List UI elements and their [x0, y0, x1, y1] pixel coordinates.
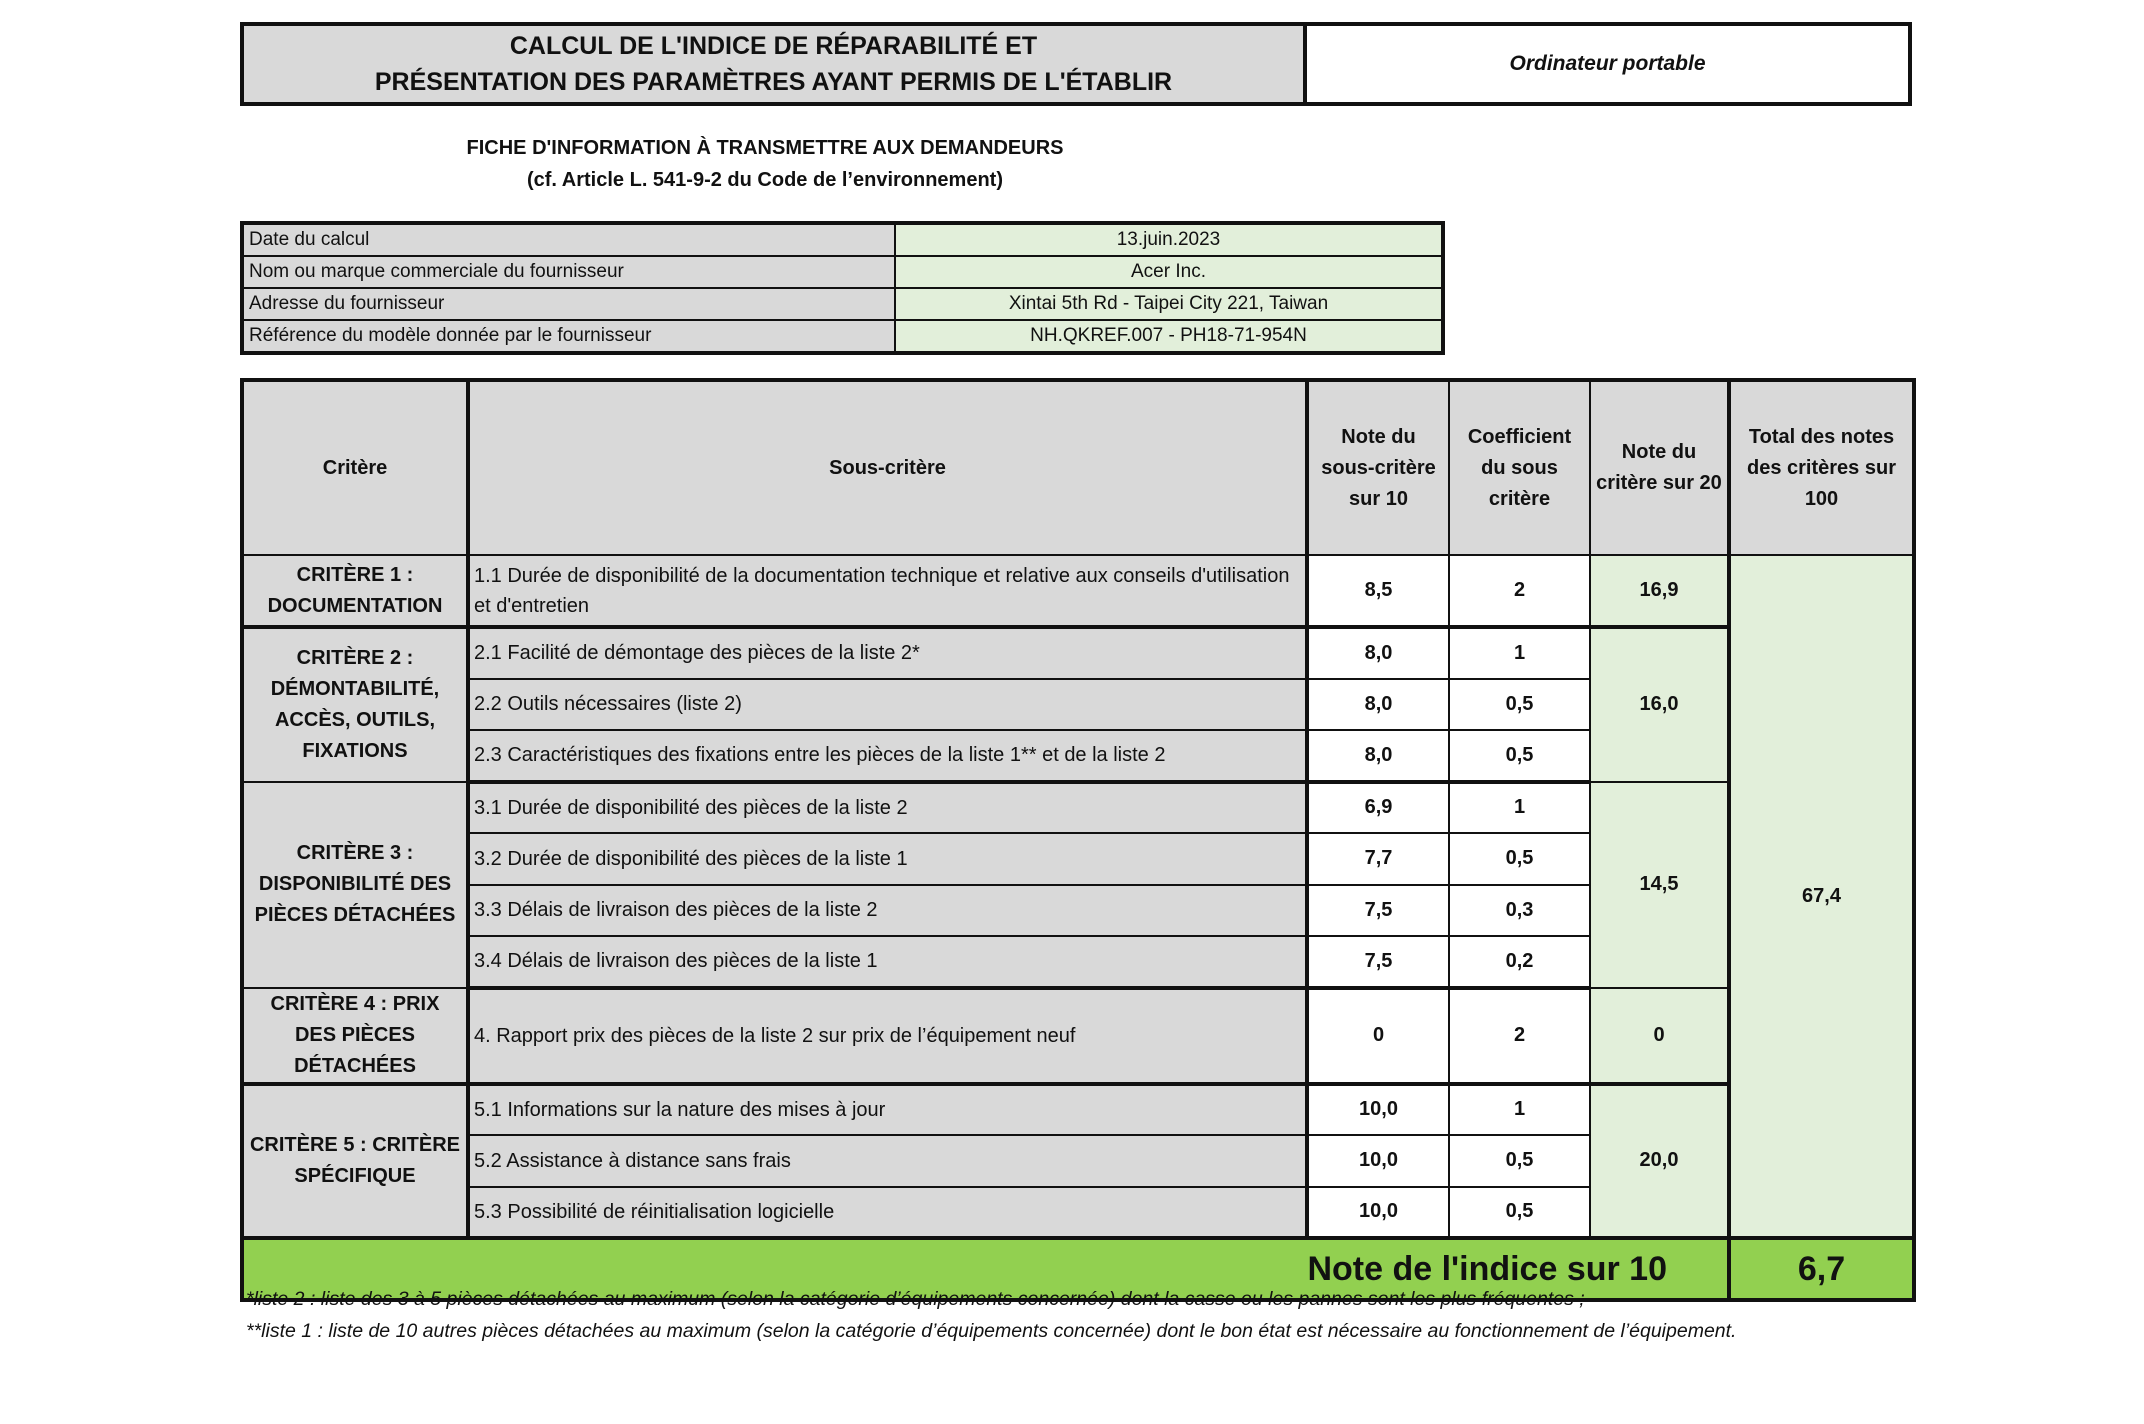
sub-criterion-label: 5.2 Assistance à distance sans frais [468, 1135, 1307, 1187]
header-box [240, 22, 1912, 106]
criterion-name: CRITÈRE 5 : CRITÈRE SPÉCIFIQUE [242, 1084, 468, 1239]
criterion-name: CRITÈRE 1 : DOCUMENTATION [242, 555, 468, 627]
criterion-score: 20,0 [1590, 1084, 1729, 1239]
header-coefficient: Coefficient du sous critère [1449, 380, 1590, 555]
sub-criterion-coefficient: 0,5 [1449, 679, 1590, 731]
sub-criterion-coefficient: 0,5 [1449, 1135, 1590, 1187]
repairability-table [240, 378, 1916, 1302]
criterion-name: CRITÈRE 2 : DÉMONTABILITÉ, ACCÈS, OUTILS, FIXATIONS [242, 627, 468, 782]
sub-criterion-score: 7,5 [1307, 936, 1449, 988]
sub-criterion-score: 10,0 [1307, 1084, 1449, 1136]
header-note-critere: Note du critère sur 20 [1590, 380, 1729, 555]
table-row [242, 988, 1914, 1084]
criterion-name: CRITÈRE 3 : DISPONIBILITÉ DES PIÈCES DÉTACHÉES [242, 782, 468, 988]
table-row [242, 555, 1914, 627]
final-label: Note de l'indice sur 10 [242, 1238, 1729, 1300]
sub-criterion-score: 10,0 [1307, 1135, 1449, 1187]
info-value: 13.juin.2023 [895, 223, 1443, 256]
footnotes [246, 1283, 1736, 1347]
sub-criterion-score: 8,0 [1307, 730, 1449, 782]
sub-criterion-coefficient: 0,5 [1449, 1187, 1590, 1239]
sub-criterion-coefficient: 1 [1449, 782, 1590, 834]
sub-criterion-coefficient: 1 [1449, 627, 1590, 679]
footnote-liste-2: *liste 2 : liste des 3 à 5 pièces détachées au maximum (selon la catégorie d’équipements concernée) dont la casse ou les pannes sont les plus fréquentes ; [246, 1288, 1585, 1310]
info-row [242, 288, 1443, 320]
sub-criterion-coefficient: 0,5 [1449, 730, 1590, 782]
sub-criterion-label: 3.1 Durée de disponibilité des pièces de la liste 2 [468, 782, 1307, 834]
sub-criterion-score: 8,0 [1307, 627, 1449, 679]
sub-criterion-label: 1.1 Durée de disponibilité de la documentation technique et relative aux conseils d'utilisation et d'entretien [468, 555, 1307, 627]
criterion-score: 0 [1590, 988, 1729, 1084]
info-row [242, 256, 1443, 288]
sub-criterion-label: 3.2 Durée de disponibilité des pièces de la liste 1 [468, 833, 1307, 885]
sub-criterion-score: 8,5 [1307, 555, 1449, 627]
sub-criterion-score: 7,5 [1307, 885, 1449, 937]
info-value: NH.QKREF.007 - PH18-71-954N [895, 320, 1443, 353]
title-line-1: CALCUL DE L'INDICE DE RÉPARABILITÉ ET [509, 32, 1038, 60]
sub-criterion-label: 2.1 Facilité de démontage des pièces de la liste 2* [468, 627, 1307, 679]
sub-criterion-label: 4. Rapport prix des pièces de la liste 2 sur prix de l’équipement neuf [468, 988, 1307, 1084]
header-sous-critere: Sous-critère [468, 380, 1307, 555]
header-note-sous-critere: Note du sous-critère sur 10 [1307, 380, 1449, 555]
sub-criterion-label: 3.4 Délais de livraison des pièces de la liste 1 [468, 936, 1307, 988]
sub-criterion-coefficient: 2 [1449, 988, 1590, 1084]
subtitle-line-1: FICHE D'INFORMATION À TRANSMETTRE AUX DEMANDEURS [466, 137, 1064, 159]
sub-criterion-score: 10,0 [1307, 1187, 1449, 1239]
info-value: Xintai 5th Rd - Taipei City 221, Taiwan [895, 288, 1443, 320]
header-total: Total des notes des critères sur 100 [1729, 380, 1914, 555]
table-row [242, 1084, 1914, 1136]
info-label: Date du calcul [242, 223, 895, 256]
info-row [242, 320, 1443, 353]
info-label: Adresse du fournisseur [242, 288, 895, 320]
info-row [242, 223, 1443, 256]
sub-criterion-label: 5.3 Possibilité de réinitialisation logicielle [468, 1187, 1307, 1239]
subtitle [240, 132, 1290, 196]
document-title [244, 26, 1307, 102]
sub-criterion-coefficient: 2 [1449, 555, 1590, 627]
sub-criterion-coefficient: 0,5 [1449, 833, 1590, 885]
sub-criterion-score: 7,7 [1307, 833, 1449, 885]
product-category: Ordinateur portable [1509, 52, 1706, 75]
sub-criterion-score: 8,0 [1307, 679, 1449, 731]
criterion-score: 16,0 [1590, 627, 1729, 782]
sub-criterion-label: 2.3 Caractéristiques des fixations entre les pièces de la liste 1** et de la liste 2 [468, 730, 1307, 782]
info-value: Acer Inc. [895, 256, 1443, 288]
sub-criterion-score: 0 [1307, 988, 1449, 1084]
total-score: 67,4 [1729, 555, 1914, 1238]
sub-criterion-coefficient: 0,3 [1449, 885, 1590, 937]
sub-criterion-label: 5.1 Informations sur la nature des mises à jour [468, 1084, 1307, 1136]
info-label: Nom ou marque commerciale du fournisseur [242, 256, 895, 288]
sub-criterion-coefficient: 0,2 [1449, 936, 1590, 988]
criterion-score: 14,5 [1590, 782, 1729, 988]
table-row [242, 782, 1914, 834]
table-row [242, 627, 1914, 679]
sub-criterion-score: 6,9 [1307, 782, 1449, 834]
sub-criterion-label: 3.3 Délais de livraison des pièces de la liste 2 [468, 885, 1307, 937]
criterion-name: CRITÈRE 4 : PRIX DES PIÈCES DÉTACHÉES [242, 988, 468, 1084]
subtitle-line-2: (cf. Article L. 541-9-2 du Code de l’environnement) [526, 169, 1003, 191]
final-score: 6,7 [1729, 1238, 1914, 1300]
supplier-info-table [240, 221, 1445, 355]
header-critere: Critère [242, 380, 468, 555]
sub-criterion-coefficient: 1 [1449, 1084, 1590, 1136]
criterion-score: 16,9 [1590, 555, 1729, 627]
sub-criterion-label: 2.2 Outils nécessaires (liste 2) [468, 679, 1307, 731]
footnote-liste-1: **liste 1 : liste de 10 autres pièces détachées au maximum (selon la catégorie d’équipements concernée) dont le bon état est nécessaire au fonctionnement de l’équipement. [246, 1320, 1737, 1342]
title-line-2: PRÉSENTATION DES PARAMÈTRES AYANT PERMIS DE L'ÉTABLIR [374, 68, 1173, 96]
info-label: Référence du modèle donnée par le fournisseur [242, 320, 895, 353]
